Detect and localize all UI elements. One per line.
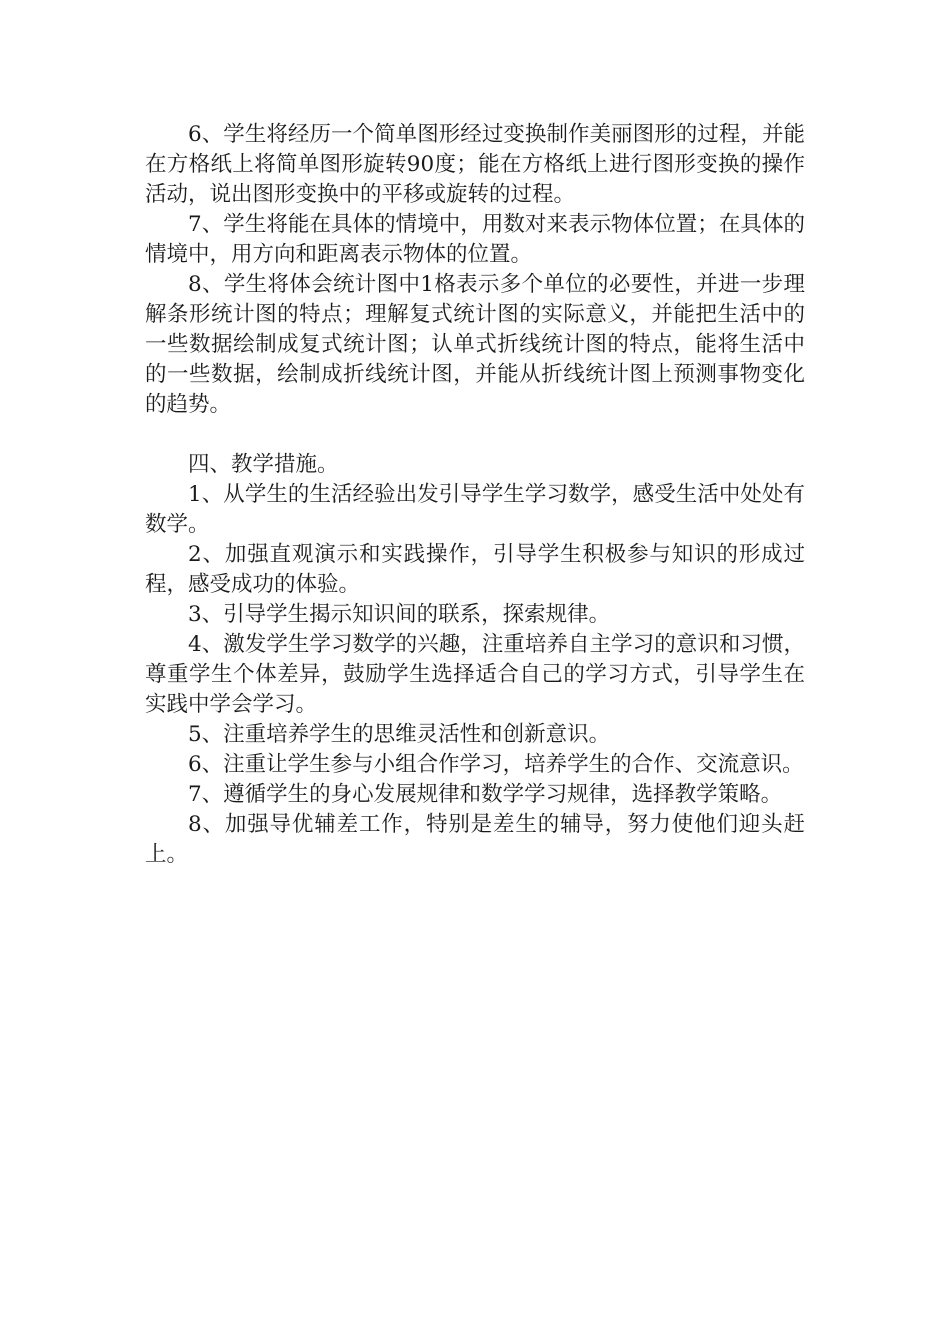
section4-item-7: 7、遵循学生的身心发展规律和数学学习规律，选择教学策略。 [188, 782, 783, 807]
section4-item-2: 2、加强直观演示和实践操作，引导学生积极参与知识的形成过程，感受成功的体验。 [145, 542, 805, 597]
section4-item-5: 5、注重培养学生的思维灵活性和创新意识。 [188, 722, 611, 747]
section4-item-3: 3、引导学生揭示知识间的联系，探索规律。 [188, 602, 611, 627]
section4-item-8: 8、加强导优辅差工作，特别是差生的辅导，努力使他们迎头赶上。 [145, 812, 805, 867]
section3-item-7: 7、学生将能在具体的情境中，用数对来表示物体位置；在具体的情境中，用方向和距离表示物体的位置。 [145, 212, 805, 267]
section3-item-6: 6、学生将经历一个简单图形经过变换制作美丽图形的过程，并能在方格纸上将简单图形旋转90度；能在方格纸上进行图形变换的操作活动，说出图形变换中的平移或旋转的过程。 [145, 122, 805, 207]
section3-item-8: 8、学生将体会统计图中1格表示多个单位的必要性，并进一步理解条形统计图的特点；理解复式统计图的实际意义，并能把生活中的一些数据绘制成复式统计图；认单式折线统计图的特点，能将生活中的一些数据，绘制成折线统计图，并能从折线统计图上预测事物变化的趋势。 [145, 272, 805, 417]
document-body [145, 120, 805, 870]
section4-heading: 四、教学措施。 [188, 452, 339, 477]
section4-item-4: 4、激发学生学习数学的兴趣，注重培养自主学习的意识和习惯，尊重学生个体差异，鼓励学生选择适合自己的学习方式，引导学生在实践中学会学习。 [145, 632, 805, 717]
section4-item-6: 6、注重让学生参与小组合作学习，培养学生的合作、交流意识。 [188, 752, 804, 777]
section4-item-1: 1、从学生的生活经验出发引导学生学习数学，感受生活中处处有数学。 [145, 482, 805, 537]
